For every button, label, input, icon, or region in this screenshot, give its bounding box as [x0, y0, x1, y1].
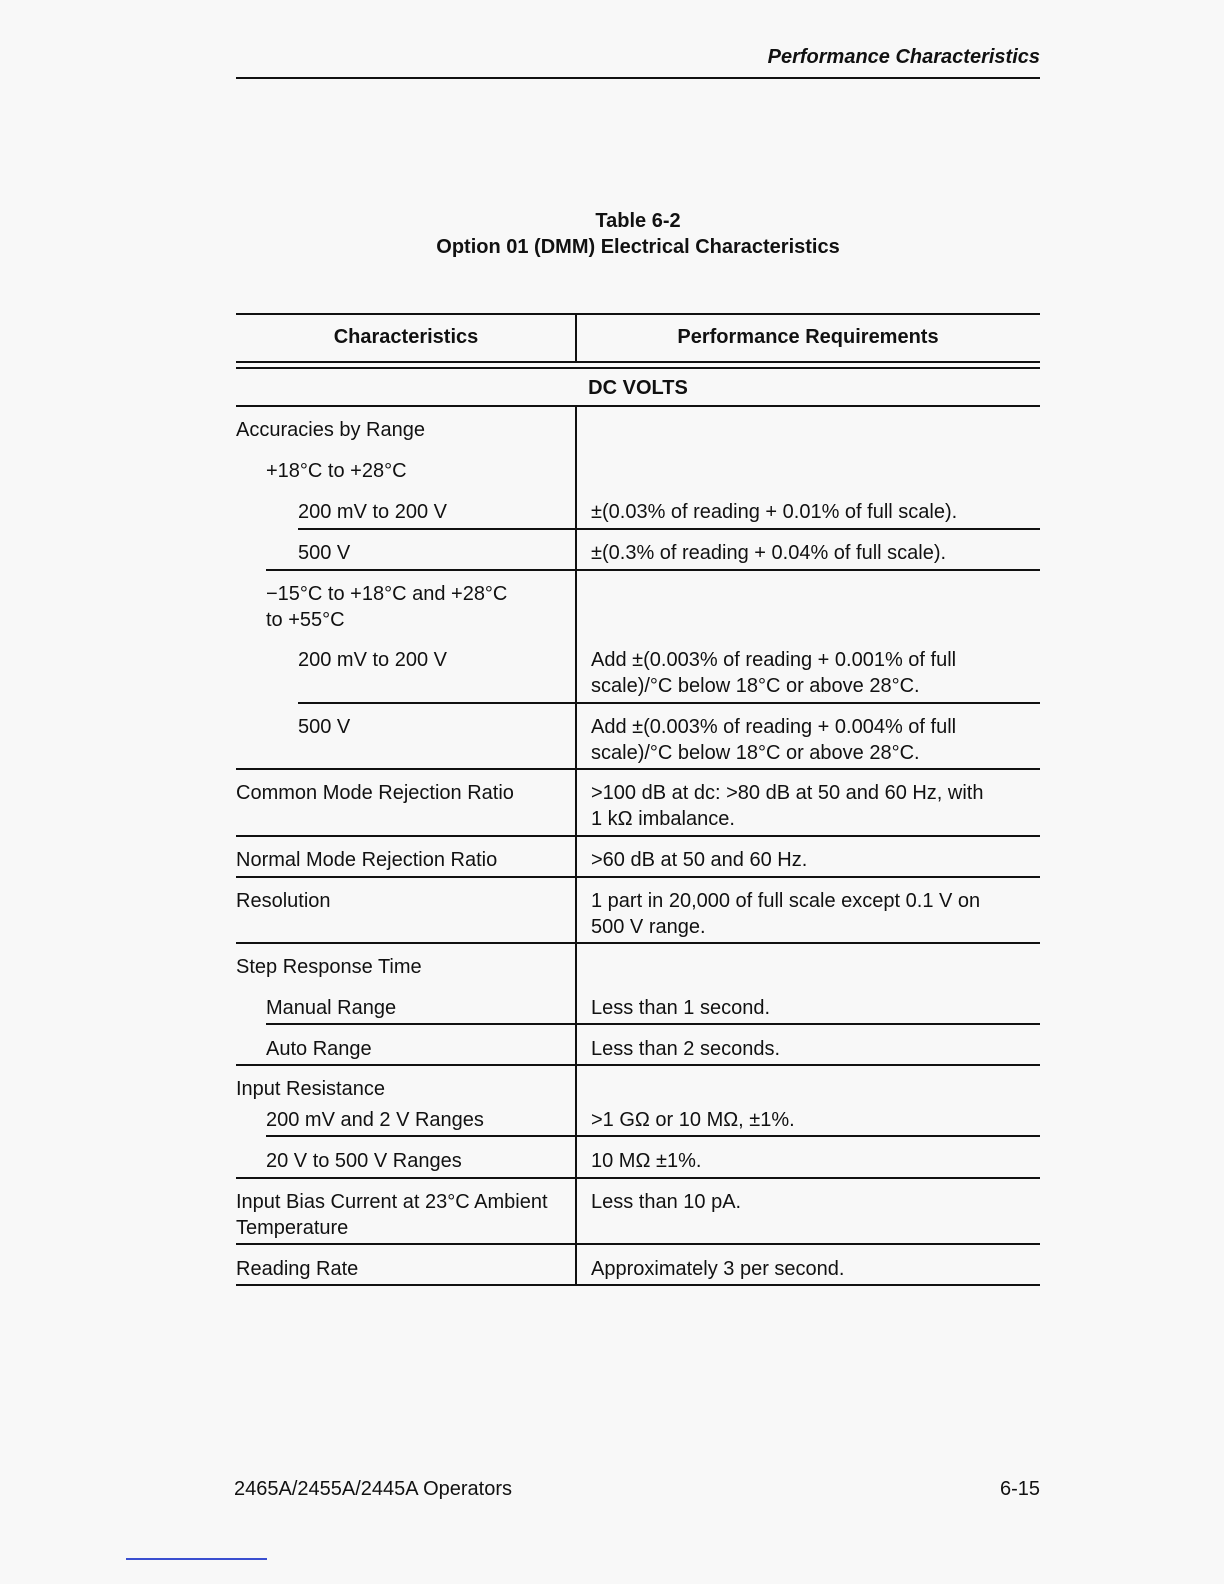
- row-r3-rule: [298, 702, 1040, 704]
- row-r3-left: 200 mV to 200 V: [298, 649, 447, 671]
- row-r4-rule: [236, 768, 1040, 770]
- row-cmrr-rule: [236, 835, 1040, 837]
- row-inres2-left: 20 V to 500 V Ranges: [266, 1150, 462, 1172]
- row-resolution-right-line2: 500 V range.: [591, 916, 706, 938]
- row-r2-right: ±(0.3% of reading + 0.04% of full scale).: [591, 542, 947, 564]
- row-temp-range-1: +18°C to +28°C: [266, 460, 407, 482]
- row-input-resistance-label: Input Resistance: [236, 1078, 385, 1100]
- section-bottom-rule: [236, 405, 1040, 407]
- row-inres2-rule: [236, 1177, 1040, 1179]
- row-reading-rate-right: Approximately 3 per second.: [591, 1258, 845, 1280]
- row-nmrr-rule: [236, 876, 1040, 878]
- col-header-characteristics: Characteristics: [333, 326, 479, 348]
- row-resolution-left: Resolution: [236, 890, 331, 912]
- col-header-performance: Performance Requirements: [677, 326, 939, 348]
- footer-page-number: 6-15: [999, 1478, 1040, 1500]
- row-r2-rule: [266, 569, 1040, 571]
- row-bias-left-line1: Input Bias Current at 23°C Ambient: [236, 1191, 548, 1213]
- row-bias-rule: [236, 1243, 1040, 1245]
- row-r1-left: 200 mV to 200 V: [298, 501, 447, 523]
- running-head: Performance Characteristics: [767, 46, 1040, 68]
- row-r4-right-line1: Add ±(0.003% of reading + 0.004% of full: [591, 716, 957, 738]
- row-manual-range-left: Manual Range: [266, 997, 397, 1019]
- row-nmrr-left: Normal Mode Rejection Ratio: [236, 849, 498, 871]
- header-bottom-rule-1: [236, 361, 1040, 363]
- footer-manual-title: 2465A/2455A/2445A Operators: [234, 1478, 512, 1500]
- row-resolution-rule: [236, 942, 1040, 944]
- row-cmrr-right-line2: 1 kΩ imbalance.: [591, 808, 735, 830]
- column-divider: [575, 405, 577, 1286]
- row-nmrr-right: >60 dB at 50 and 60 Hz.: [591, 849, 808, 871]
- scan-edge-mark: [126, 1558, 267, 1560]
- row-bias-right: Less than 10 pA.: [591, 1191, 742, 1213]
- row-bias-left-line2: Temperature: [236, 1217, 349, 1239]
- row-inres2-right: 10 MΩ ±1%.: [591, 1150, 702, 1172]
- row-auto-range-right: Less than 2 seconds.: [591, 1038, 781, 1060]
- table-bottom-rule: [236, 1284, 1040, 1286]
- row-r1-right: ±(0.03% of reading + 0.01% of full scale).: [591, 501, 958, 523]
- row-reading-rate-left: Reading Rate: [236, 1258, 359, 1280]
- row-cmrr-left: Common Mode Rejection Ratio: [236, 782, 514, 804]
- row-r1-rule: [298, 528, 1040, 530]
- row-cmrr-right-line1: >100 dB at dc: >80 dB at 50 and 60 Hz, with: [591, 782, 984, 804]
- row-r4-left: 500 V: [298, 716, 351, 738]
- row-manual-range-right: Less than 1 second.: [591, 997, 771, 1019]
- row-auto-range-rule: [236, 1064, 1040, 1066]
- section-dc-volts: DC VOLTS: [588, 377, 688, 399]
- row-temp-range-2-line1: −15°C to +18°C and +28°C: [266, 583, 508, 605]
- row-resolution-right-line1: 1 part in 20,000 of full scale except 0.1 V on: [591, 890, 981, 912]
- row-auto-range-left: Auto Range: [266, 1038, 372, 1060]
- row-inres1-right: >1 GΩ or 10 MΩ, ±1%.: [591, 1109, 795, 1131]
- table-caption: [236, 208, 1040, 260]
- row-r3-right-line2: scale)/°C below 18°C or above 28°C.: [591, 675, 920, 697]
- row-r3-right-line1: Add ±(0.003% of reading + 0.001% of full: [591, 649, 957, 671]
- row-inres1-left: 200 mV and 2 V Ranges: [266, 1109, 484, 1131]
- row-accuracies-label: Accuracies by Range: [236, 419, 425, 441]
- header-bottom-rule-2: [236, 367, 1040, 369]
- table-top-rule: [236, 313, 1040, 315]
- row-r2-left: 500 V: [298, 542, 351, 564]
- table-number: Table 6-2: [595, 210, 681, 232]
- row-inres1-rule: [266, 1135, 1040, 1137]
- row-step-response-label: Step Response Time: [236, 956, 422, 978]
- row-manual-range-rule: [266, 1023, 1040, 1025]
- row-r4-right-line2: scale)/°C below 18°C or above 28°C.: [591, 742, 920, 764]
- row-temp-range-2-line2: to +55°C: [266, 609, 345, 631]
- table-title: Option 01 (DMM) Electrical Characteristics: [436, 236, 840, 258]
- header-rule: [236, 77, 1040, 79]
